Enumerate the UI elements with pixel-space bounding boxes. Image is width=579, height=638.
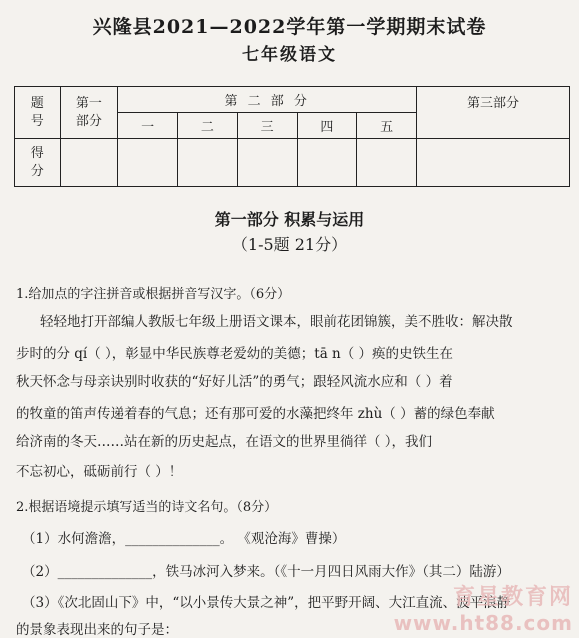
part2-col-2: 二 <box>178 113 238 139</box>
watermark <box>394 580 573 635</box>
question-1-line-4: 的牧童的笛声传递着春的气息；还有那可爱的水藻把终年 zhù（ ）蓄的绿色奉献 <box>16 406 495 422</box>
part2-col-3: 三 <box>237 113 297 139</box>
exam-title: 兴隆县2021—2022学年第一学期期末试卷 <box>92 16 487 38</box>
watermark-name: 育星教育网 <box>452 585 573 610</box>
part2-col-4: 四 <box>297 113 357 139</box>
score-cell-part3[interactable] <box>417 139 570 187</box>
score-cell-q4[interactable] <box>297 139 357 187</box>
score-cell-q1[interactable] <box>118 139 178 187</box>
part1-header: 第一 部分 <box>60 87 118 139</box>
score-cell-q3[interactable] <box>237 139 297 187</box>
question-1-line-1: 轻轻地打开部编人教版七年级上册语文课本，眼前花团锦簇，美不胜收：解决散 <box>40 314 513 330</box>
part3-header: 第三部分 <box>417 87 570 139</box>
question-1-line-3: 秋天怀念与母亲诀别时收获的“好好儿活”的勇气；跟轻风流水应和（ ）着 <box>16 374 453 390</box>
question-2-prompt: 2.根据语境提示填写适当的诗文名句。（8分） <box>16 500 278 515</box>
label-ti: 题 <box>30 95 44 111</box>
part2-col-1: 一 <box>118 113 178 139</box>
section-title: 第一部分 积累与运用 <box>214 210 365 229</box>
score-cell-q5[interactable] <box>357 139 417 187</box>
header-label-cell <box>15 87 61 139</box>
question-1-prompt: 1.给加点的字注拼音或根据拼音写汉字。（6分） <box>16 287 291 302</box>
question-1-line-2: 步时的分 qí（ ），彰显中华民族尊老爱幼的美德；tā n（ ）痪的史铁生在 <box>16 346 454 362</box>
score-table <box>14 86 570 187</box>
label-hao: 号 <box>30 113 44 129</box>
watermark-url: www.ht88.com <box>393 611 573 635</box>
question-2-line-2: （2）______________，铁马冰河入梦来。（《十一月四日风雨大作》（其二）陆游） <box>22 564 510 580</box>
exam-subtitle: 七年级语文 <box>242 45 337 65</box>
question-1-line-5: 给济南的冬天……站在新的历史起点，在语文的世界里徜徉（ ），我们 <box>16 434 433 450</box>
score-cell-q2[interactable] <box>178 139 238 187</box>
section-subtitle: （1-5题 21分） <box>231 235 348 254</box>
question-2-line-3: （3）《次北固山下》中，“以小景传大景之神”，把平野开阔、大江直流、波平浪静 <box>22 595 511 611</box>
question-1-line-6: 不忘初心，砥砺前行（ ）！ <box>16 464 183 480</box>
part2-header: 第 二 部 分 <box>118 87 417 113</box>
score-cell-part1[interactable] <box>60 139 118 187</box>
score-label-cell: 得 分 <box>15 139 61 187</box>
part2-col-5: 五 <box>357 113 417 139</box>
question-2-line-4: 的景象表现出来的句子是： <box>16 622 178 638</box>
question-2-line-1: （1）水何澹澹，______________。 《观沧海》曹操） <box>22 531 346 547</box>
